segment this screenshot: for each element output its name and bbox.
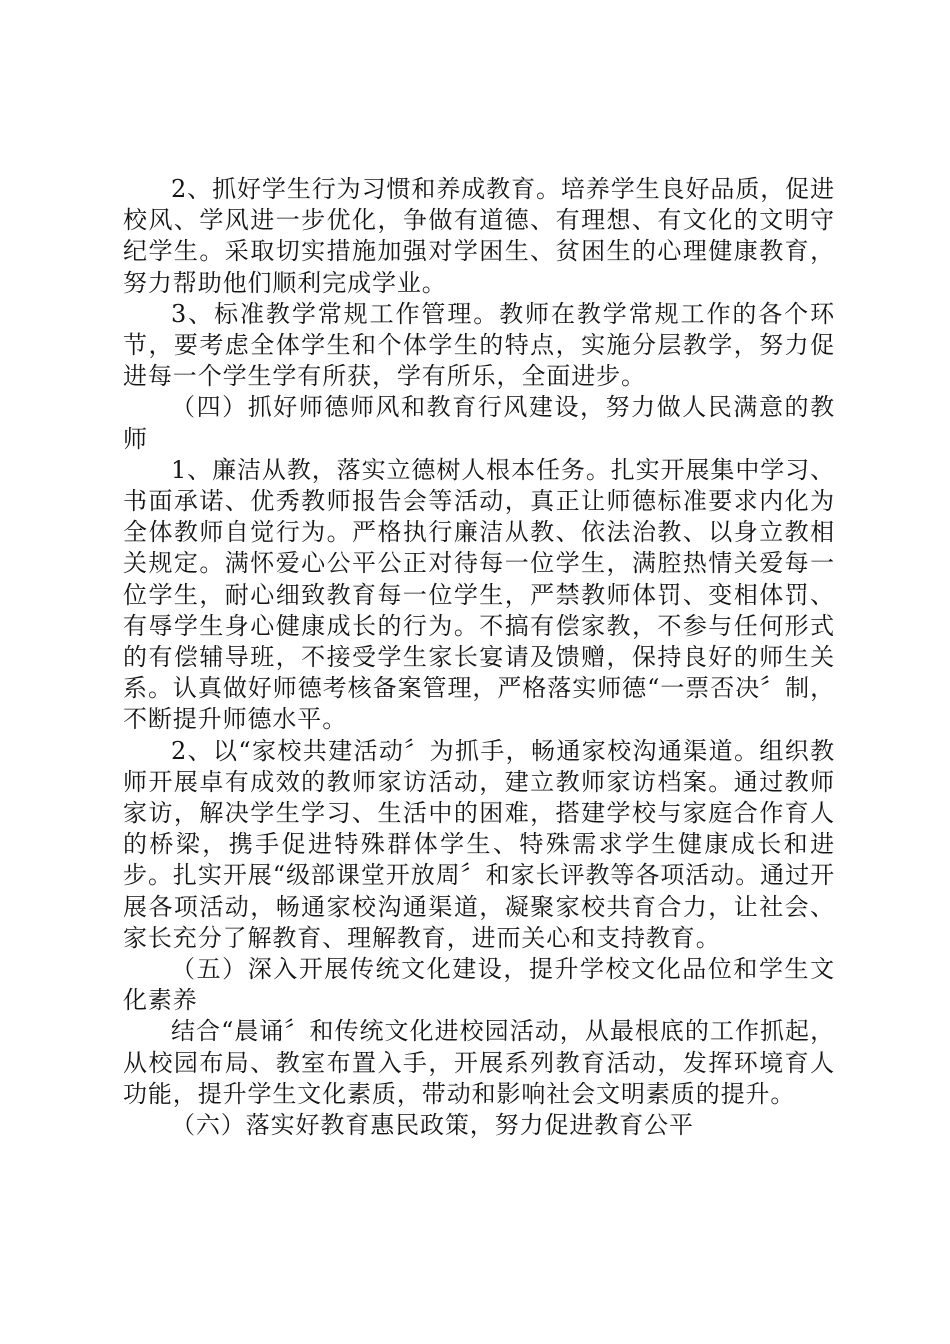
paragraph-integrity-teaching: 1、廉洁从教，落实立德树人根本任务。扎实开展集中学习、书面承诺、优秀教师报告会等活动，真正让师德标准要求内化为全体教师自觉行为。严格执行廉洁从教、依法治教、以身立教相关规定。满怀爱心公平公正对待每一位学生，满腔热情关爱每一位学生，耐心细致教育每一位学生，严禁教师体罚、变相体罚、有辱学生身心健康成长的行为。不搞有偿家教，不参与任何形式的有偿辅导班，不接受学生家长宴请及馈赠，保持良好的师生关系。认真做好师德考核备案管理，严格落实师德“一票否决〞制，不断提升师德水平。 xyxy=(123,455,835,734)
document-body xyxy=(123,174,835,1141)
section-heading-6: （六）落实好教育惠民政策，努力促进教育公平 xyxy=(171,1111,694,1140)
paragraph-home-school: 2、以“家校共建活动〞为抓手，畅通家校沟通渠道。组织教师开展卓有成效的教师家访活动，建立教师家访档案。通过教师家访，解决学生学习、生活中的困难，搭建学校与家庭合作育人的桥梁，携手促进特殊群体学生、特殊需求学生健康成长和进步。扎实开展“级部课堂开放周〞和家长评教等各项活动。通过开展各项活动，畅通家校沟通渠道，凝聚家校共育合力，让社会、家长充分了解教育、理解教育，进而关心和支持教育。 xyxy=(123,736,835,952)
section-heading-5: （五）深入开展传统文化建设，提升学校文化品位和学生文化素养 xyxy=(123,955,835,1015)
paragraph-behavior-habits: 2、抓好学生行为习惯和养成教育。培养学生良好品质，促进校风、学风进一步优化，争做有道德、有理想、有文化的文明守纪学生。采取切实措施加强对学困生、贫困生的心理健康教育，努力帮助他们顺利完成学业。 xyxy=(123,175,835,297)
section-heading-4: （四）抓好师德师风和教育行风建设，努力做人民满意的教师 xyxy=(123,393,835,453)
paragraph-traditional-culture: 结合“晨诵〞和传统文化进校园活动，从最根底的工作抓起，从校园布局、教室布置入手，开展系列教育活动，发挥环境育人功能，提升学生文化素质，带动和影响社会文明素质的提升。 xyxy=(123,1017,835,1108)
paragraph-teaching-routine: 3、标准教学常规工作管理。教师在教学常规工作的各个环节，要考虑全体学生和个体学生的特点，实施分层教学，努力促进每一个学生学有所获，学有所乐，全面进步。 xyxy=(123,299,835,391)
